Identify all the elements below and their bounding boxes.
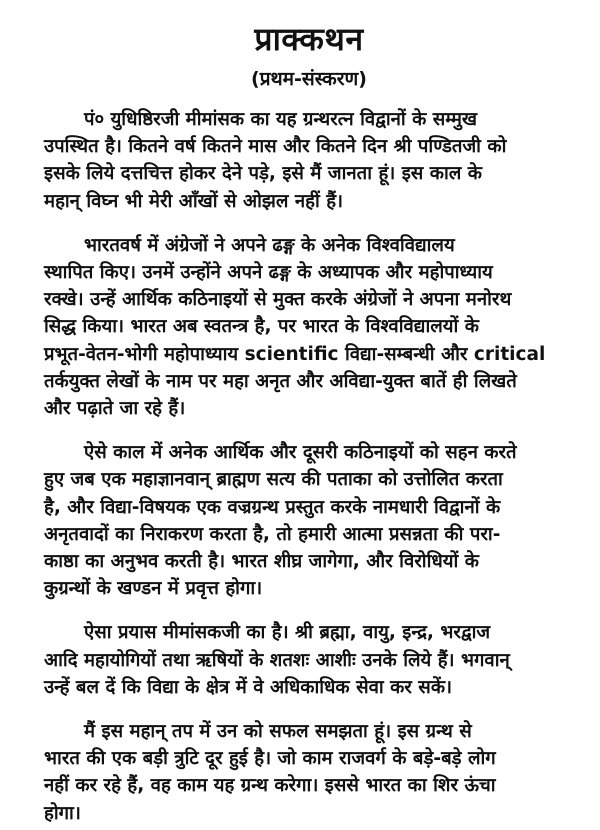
edition-subtitle: (प्रथम-संस्करण) — [251, 68, 367, 90]
paragraph-line: होगा। — [44, 802, 81, 824]
paragraph-line: ऐसे काल में अनेक आर्थिक और दूसरी कठिनाइयों को सहन करते — [84, 442, 517, 464]
paragraph-4 — [44, 619, 574, 701]
paragraph-line: काष्ठा का अनुभव करती है। भारत शीघ्र जागेगा, और विरोधियों के — [44, 551, 479, 573]
paragraph-3 — [44, 439, 574, 602]
paragraph-line: भारतवर्ष में अंग्रेजों ने अपने ढङ्ग के अनेक विश्वविद्यालय — [84, 234, 455, 256]
paragraph-line: हुए जब एक महाज्ञानवान् ब्राह्मण सत्य की पताका को उत्तोलित करता — [44, 469, 503, 491]
paragraph-line: इसके लिये दत्तचित्त होकर देने पड़े, इसे मैं जानता हूं। इस काल के — [44, 163, 482, 185]
paragraph-line: और पढ़ाते जा रहे हैं। — [44, 398, 186, 420]
paragraph-line: उपस्थित है। कितने वर्ष कितने मास और कितने दिन श्री पण्डितजी को — [44, 136, 507, 158]
paragraph-5 — [44, 718, 574, 827]
paragraph-line: तर्कयुक्त लेखों के नाम पर महा अनृत और अविद्या-युक्त बातें ही लिखते — [44, 370, 517, 392]
paragraph-line: पं० युधिष्ठिरजी मीमांसक का यह ग्रन्थरत्न विद्वानों के सम्मुख — [84, 109, 478, 130]
paragraph-line: नहीं कर रहे हैं, वह काम यह ग्रन्थ करेगा। इससे भारत का शिर ऊंचा — [44, 775, 496, 797]
paragraph-line: कुग्रन्थों के खण्डन में प्रवृत्त होगा। — [44, 578, 263, 600]
paragraph-line: स्थापित किए। उनमें उन्होंने अपने ढङ्ग के अध्यापक और महोपाध्याय — [44, 262, 493, 284]
paragraph-line: अनृतवादों का निराकरण करता है, तो हमारी आत्मा प्रसन्नता की परा- — [44, 523, 501, 545]
paragraph-line: रक्खे। उन्हें आर्थिक कठिनाइयों से मुक्त करके अंग्रेजों ने अपना मनोरथ — [44, 289, 512, 311]
paragraph-line: उन्हें बल दें कि विद्या के क्षेत्र में वे अधिकाधिक सेवा कर सकें। — [44, 676, 453, 698]
page-title: प्राक्कथन — [254, 20, 364, 58]
paragraph-2 — [44, 232, 574, 422]
paragraph-line: प्रभूत-वेतन-भोगी महोपाध्याय scientific विद्या-सम्बन्धी और critical — [44, 343, 546, 365]
paragraph-line: सिद्ध किया। भारत अब स्वतन्त्र है, पर भारत के विश्वविद्यालयों के — [44, 316, 479, 338]
paragraph-line: आदि महायोगियों तथा ऋषियों के शतशः आशीः उनके लिये हैं। भगवान् — [44, 649, 510, 671]
paragraph-line: महान् विघ्न भी मेरी आँखों से ओझल नहीं हैं। — [44, 190, 344, 212]
paragraph-line: भारत की एक बड़ी त्रुटि दूर हुई है। जो काम राजवर्ग के बड़े-बड़े लोग — [44, 748, 496, 770]
paragraph-line: है, और विद्या-विषयक एक वज्रग्रन्थ प्रस्तुत करके नामधारी विद्वानों के — [44, 496, 501, 518]
paragraph-1 — [44, 106, 574, 215]
paragraph-line: ऐसा प्रयास मीमांसकजी का है। श्री ब्रह्मा, वायु, इन्द्र, भरद्वाज — [84, 622, 491, 644]
paragraph-line: मैं इस महान् तप में उन को सफल समझता हूं। इस ग्रन्थ से — [84, 721, 472, 743]
